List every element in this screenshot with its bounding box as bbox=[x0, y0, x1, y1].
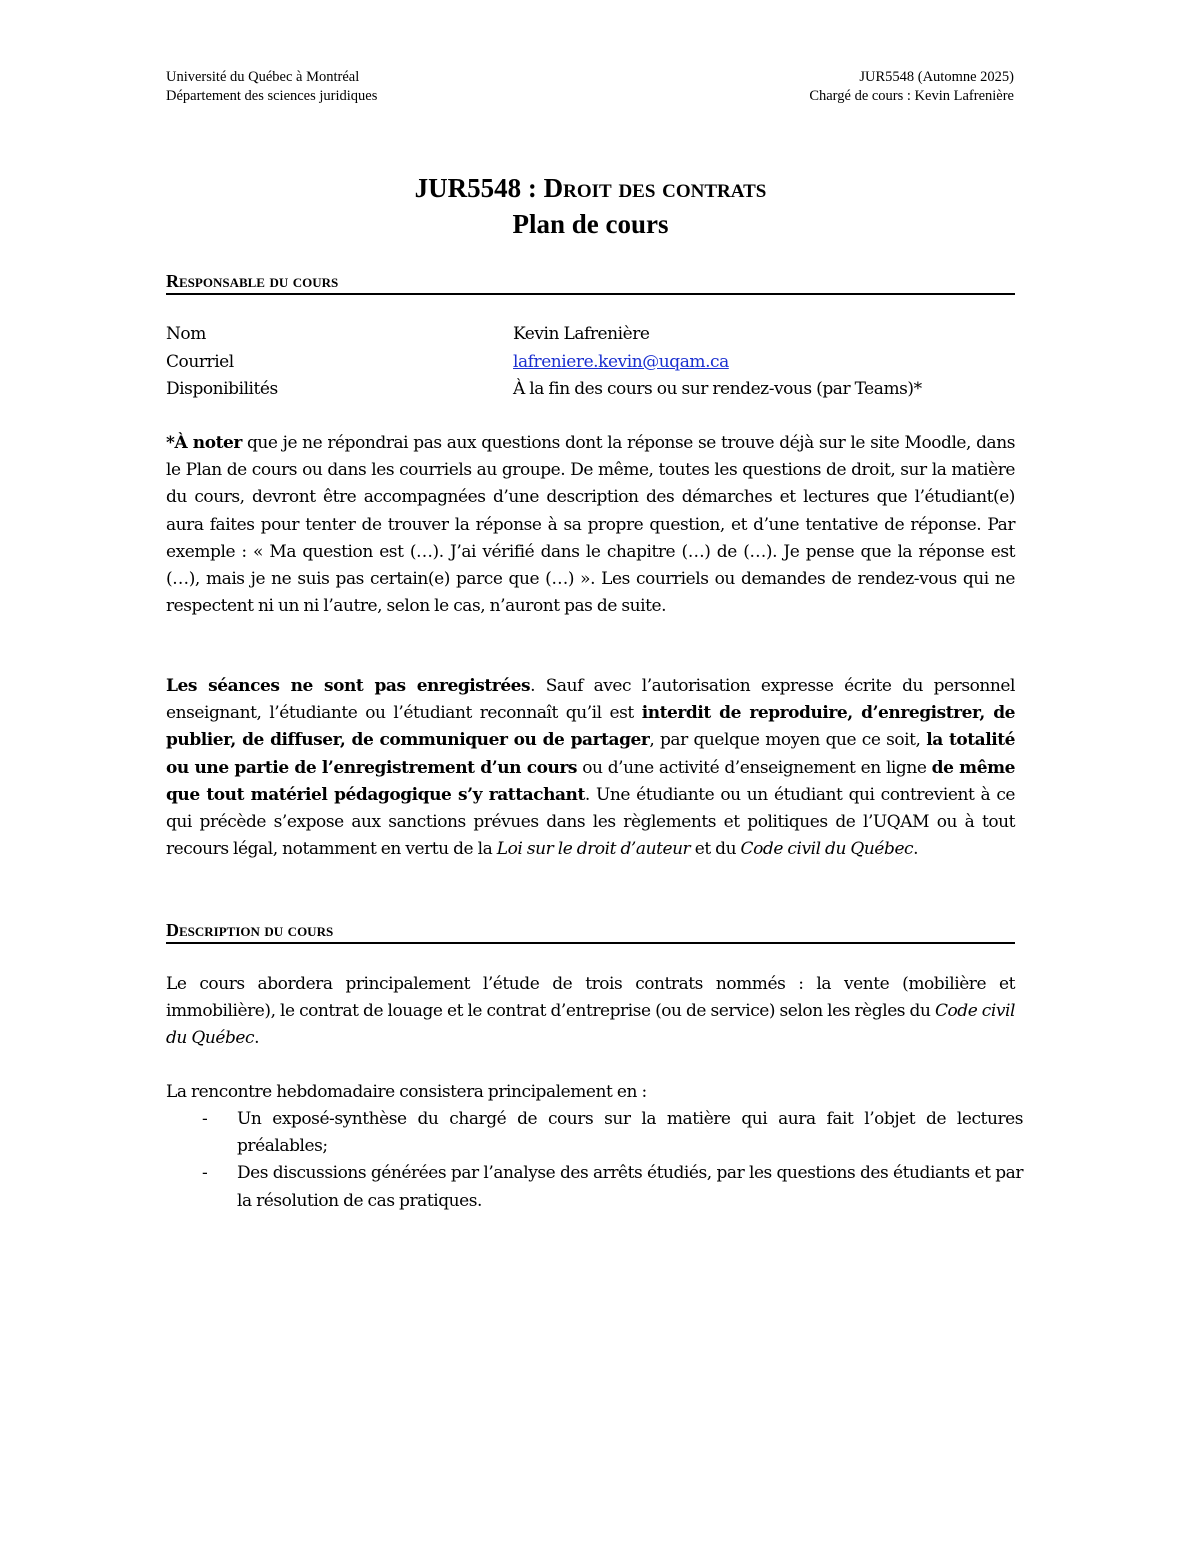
contact-label: Courriel bbox=[166, 351, 234, 372]
department-name: Département des sciences juridiques bbox=[166, 88, 378, 104]
description-text: . bbox=[254, 1028, 260, 1049]
contact-label: Disponibilités bbox=[166, 379, 278, 399]
recording-bold: la totalité ou une partie de l’enregistrement d’un cours bbox=[166, 730, 1015, 778]
title-block bbox=[166, 170, 1015, 242]
contact-value: Kevin Lafrenière bbox=[513, 324, 650, 344]
bullet-dash: - bbox=[202, 1163, 208, 1184]
contact-label: Nom bbox=[166, 324, 206, 344]
description-paragraph bbox=[166, 971, 1015, 1053]
recording-paragraph bbox=[166, 673, 1015, 863]
description-text: Le cours abordera principalement l’étude de trois contrats nommés : la vente (mobilière et immobilière), le contrat de louage et le contrat d’entreprise (ou de service) selon les règles du bbox=[166, 974, 1015, 1022]
recording-bold: Les séances ne sont pas enregistrées bbox=[166, 676, 531, 696]
contact-row-email bbox=[166, 349, 1026, 377]
note-paragraph bbox=[166, 430, 1015, 620]
list-item bbox=[166, 1160, 1023, 1214]
bullet-dash: - bbox=[202, 1109, 208, 1129]
code-title: Code civil du Québec bbox=[740, 839, 914, 860]
recording-text: et du bbox=[690, 839, 741, 860]
contact-row-name bbox=[166, 321, 1026, 349]
recording-text: . bbox=[913, 839, 919, 860]
header-left bbox=[166, 68, 377, 106]
list-item-text: Des discussions générées par l’analyse des arrêts étudiés, par les questions des étudiants et par la résolution de cas pratiques. bbox=[237, 1163, 1023, 1211]
recording-text: . Sauf avec l’autorisation expresse écrite du personnel enseignant, l’étudiante ou l’étudiant reconnaît qu’il est bbox=[166, 676, 1015, 724]
recording-text: . Une étudiante ou un étudiant qui contrevient à ce qui précède s’expose aux sanctions prévues dans les règlements et politiques de l’UQAM ou à tout recours légal, notamment en vertu de la bbox=[166, 784, 1016, 860]
weekly-intro: La rencontre hebdomadaire consistera principalement en : bbox=[166, 1082, 647, 1102]
note-lead: *À noter bbox=[166, 433, 242, 453]
list-item bbox=[166, 1106, 1023, 1160]
header-right bbox=[809, 68, 1014, 106]
recording-text: , par quelque moyen que ce soit, bbox=[649, 730, 927, 751]
section-heading-description: Description du cours bbox=[166, 919, 1015, 944]
code-title: Code civil du Québec bbox=[166, 1001, 1015, 1049]
lecturer-line: Chargé de cours : Kevin Lafrenière bbox=[809, 88, 1014, 104]
contact-value: À la fin des cours ou sur rendez-vous (par Teams)* bbox=[513, 379, 922, 399]
weekly-list bbox=[166, 1106, 1023, 1215]
section-heading-responsable: Responsable du cours bbox=[166, 270, 1015, 295]
course-title bbox=[166, 170, 1015, 206]
recording-text: ou d’une activité d’enseignement en ligne bbox=[577, 757, 932, 778]
course-term: JUR5548 (Automne 2025) bbox=[859, 69, 1014, 85]
note-text: que je ne répondrai pas aux questions dont la réponse se trouve déjà sur le site Moodle, dans le Plan de cours ou dans les courriels au groupe. De même, toutes les questions de droit, sur la matière du cours, devront être accompagnées d’une description des démarches et lectures que l’étudiant(e) aura faites pour tenter de trouver la réponse à sa propre question, et d’une tentative de réponse. Par exemple : « Ma question est (…). J’ai vérifié dans le chapitre (…) de (…). Je pense que la réponse est (…), mais je ne suis pas certain(e) parce que (…) ». Les courriels ou demandes de rendez-vous qui ne respectent ni un ni l’autre, selon le cas, n’auront pas de suite. bbox=[166, 433, 1015, 617]
law-title: Loi sur le droit d’auteur bbox=[496, 839, 691, 860]
course-name: Droit des contrats bbox=[543, 173, 767, 203]
email-link[interactable]: lafreniere.kevin@uqam.ca bbox=[513, 351, 729, 372]
list-item-text: Un exposé-synthèse du chargé de cours sur la matière qui aura fait l’objet de lectures préalables; bbox=[237, 1109, 1023, 1157]
course-code: JUR5548 : bbox=[414, 173, 544, 203]
recording-bold: interdit de reproduire, d’enregistrer, de publier, de diffuser, de communiquer ou de partager bbox=[166, 703, 1015, 751]
university-name: Université du Québec à Montréal bbox=[166, 69, 360, 85]
contact-row-availability bbox=[166, 376, 1026, 404]
document-subtitle: Plan de cours bbox=[512, 209, 669, 239]
contact-table bbox=[166, 321, 1026, 404]
recording-bold: de même que tout matériel pédagogique s’y rattachant bbox=[166, 757, 1015, 805]
